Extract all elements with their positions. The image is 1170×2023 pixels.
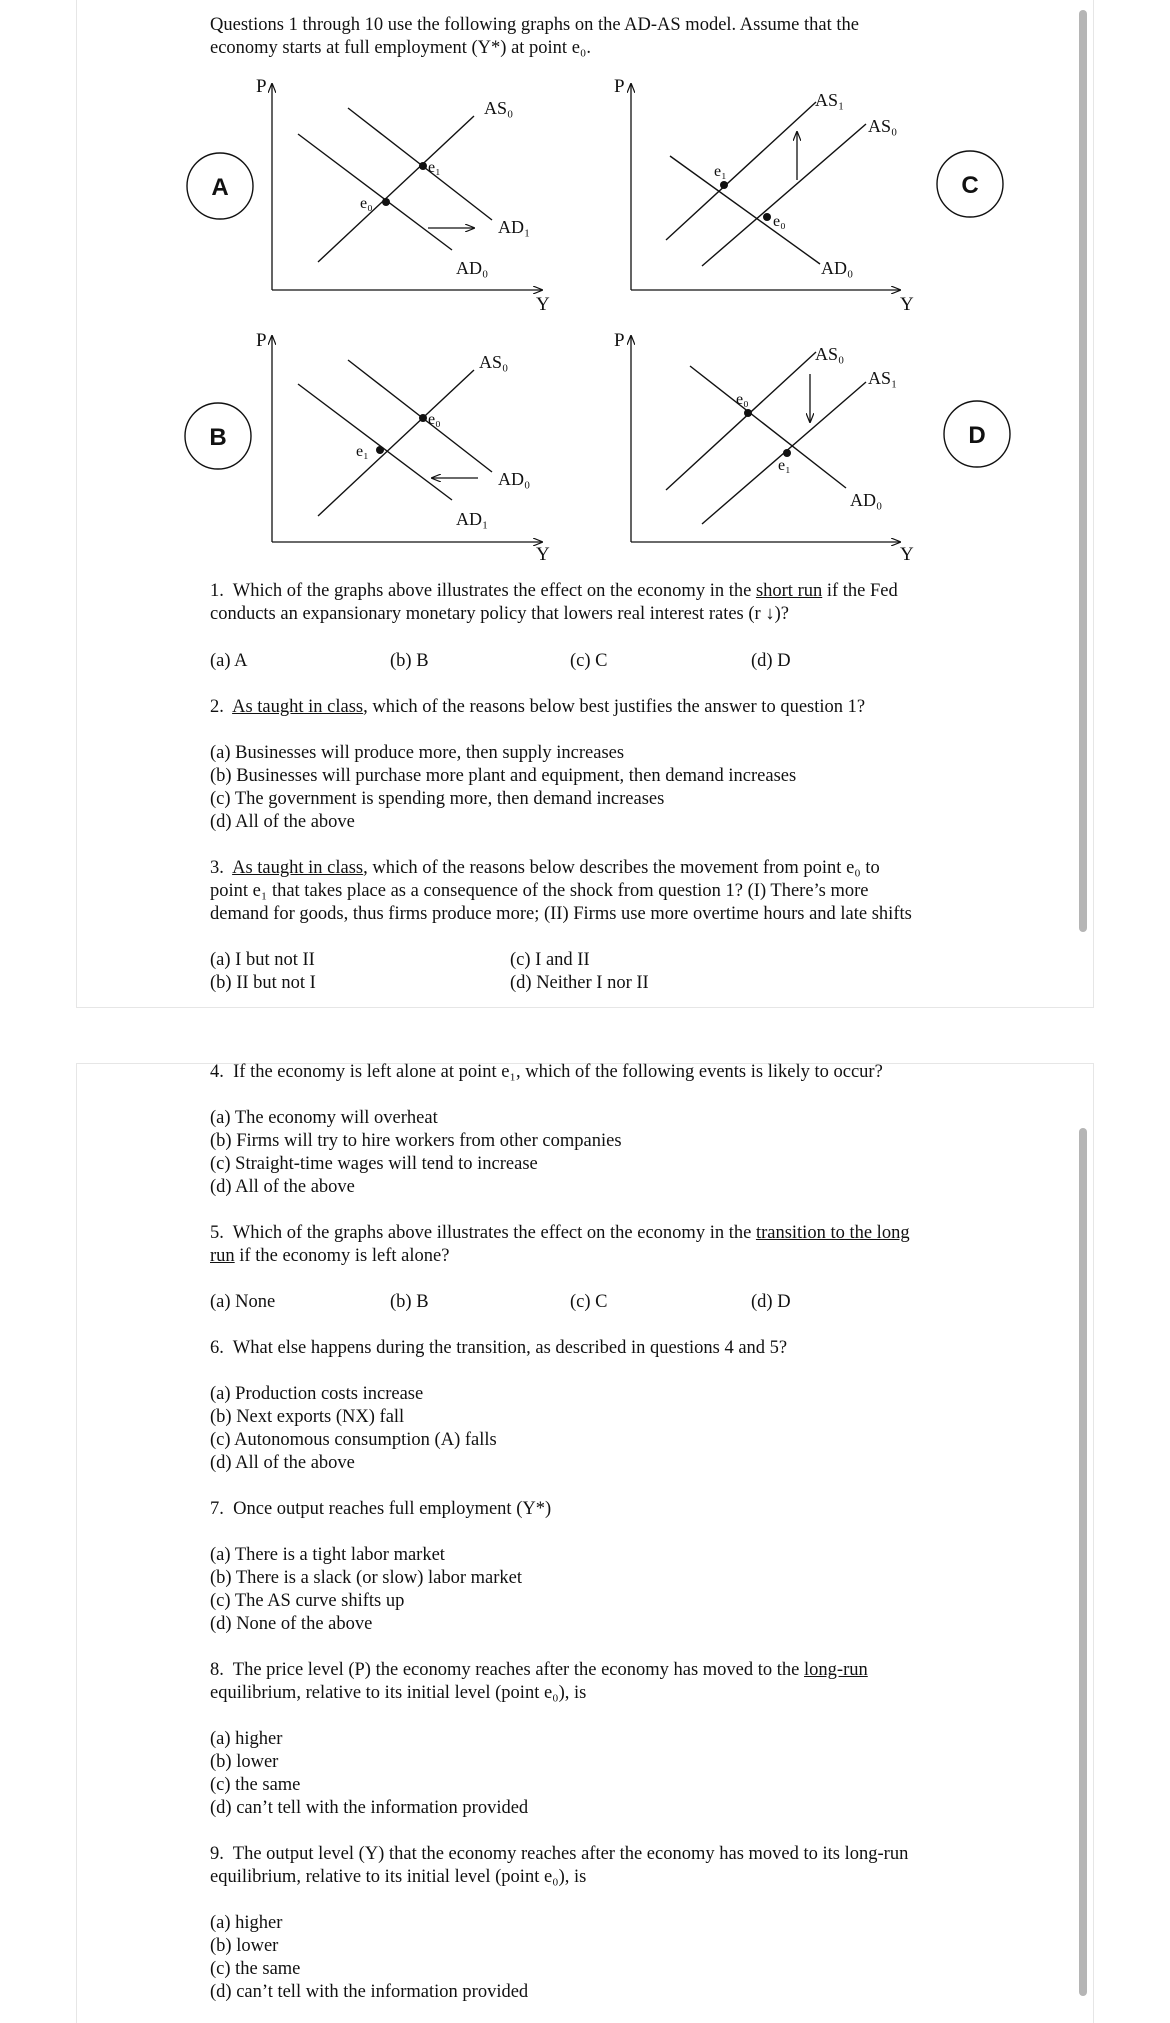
q3-option-b[interactable]: (b) II but not I: [210, 973, 316, 993]
q5-option-d[interactable]: (d) D: [751, 1292, 791, 1312]
graph-d-as0-label: AS₀: [815, 344, 845, 364]
page-2-scrollbar[interactable]: [1079, 1128, 1087, 1996]
graph-a-y-label: Y: [536, 294, 550, 315]
graph-a: [256, 76, 550, 315]
graph-d-y-label: Y: [900, 544, 914, 565]
graph-b: [256, 330, 550, 565]
graph-c-ad0-label: AD₀: [821, 258, 854, 278]
graph-d-point-e1: [783, 449, 791, 457]
graph-c-y-label: Y: [900, 294, 914, 315]
graph-b-y-label: Y: [536, 544, 550, 565]
graph-c-e0-label: e₀: [773, 213, 786, 230]
graph-b-ad1-curve: [298, 384, 452, 500]
graph-d-e1-label: e₁: [778, 457, 791, 474]
graph-c: [614, 76, 914, 315]
question-1-line-1: 1. Which of the graphs above illustrates the effect on the economy in the short run if the Fed: [210, 581, 898, 601]
graph-d-point-e0: [744, 409, 752, 417]
question-7: 7. Once output reaches full employment (Y*): [210, 1499, 552, 1519]
graph-c-as0-label: AS₀: [868, 116, 898, 136]
graph-c-badge: [937, 151, 1003, 217]
intro-line-2: economy starts at full employment (Y*) at point e₀.: [210, 38, 591, 58]
q1-option-b[interactable]: (b) B: [390, 651, 429, 671]
graph-b-as0-curve: [318, 370, 474, 516]
question-9-line-2: equilibrium, relative to its initial level (point e₀), is: [210, 1867, 587, 1887]
graph-a-ad0-label: AD₀: [456, 258, 489, 278]
graph-d-ad0-label: AD₀: [850, 490, 883, 510]
q8-option-a[interactable]: (a) higher: [210, 1729, 283, 1749]
q6-option-d[interactable]: (d) All of the above: [210, 1453, 355, 1473]
graph-a-as0-curve: [318, 116, 474, 262]
graph-c-e1-label: e₁: [714, 163, 727, 180]
ad-as-graphs: [0, 70, 1170, 570]
q8-option-d[interactable]: (d) can’t tell with the information provided: [210, 1798, 529, 1818]
svg-text:D: D: [968, 422, 986, 449]
q1-option-d[interactable]: (d) D: [751, 651, 791, 671]
q4-option-b[interactable]: (b) Firms will try to hire workers from other companies: [210, 1131, 622, 1151]
graph-b-point-e1: [376, 446, 384, 454]
question-3-line-3: demand for goods, thus firms produce more; (II) Firms use more overtime hours and late shifts: [210, 904, 912, 924]
q9-option-d[interactable]: (d) can’t tell with the information provided: [210, 1982, 529, 2002]
graph-d-ad0-curve: [690, 366, 846, 488]
graph-b-badge: [185, 403, 251, 469]
question-5-line-1: 5. Which of the graphs above illustrates the effect on the economy in the transition to the long: [210, 1223, 910, 1243]
q8-option-c[interactable]: (c) the same: [210, 1775, 301, 1795]
graph-d: [614, 330, 914, 565]
q5-option-a[interactable]: (a) None: [210, 1292, 276, 1312]
question-6: 6. What else happens during the transition, as described in questions 4 and 5?: [210, 1338, 788, 1358]
graph-c-point-e1: [720, 181, 728, 189]
q4-option-a[interactable]: (a) The economy will overheat: [210, 1108, 438, 1128]
q6-option-a[interactable]: (a) Production costs increase: [210, 1384, 424, 1404]
graph-b-ad1-label: AD₁: [456, 509, 489, 529]
graph-a-ad1-label: AD₁: [498, 217, 531, 237]
graph-c-as0-curve: [702, 124, 866, 266]
graph-a-point-e0: [382, 198, 390, 206]
graph-b-p-label: P: [256, 330, 267, 351]
q7-option-c[interactable]: (c) The AS curve shifts up: [210, 1591, 405, 1611]
graph-d-as0-curve: [666, 352, 816, 490]
question-5-line-2: run if the economy is left alone?: [210, 1246, 450, 1266]
graph-a-badge: [187, 153, 253, 219]
q7-option-a[interactable]: (a) There is a tight labor market: [210, 1545, 445, 1565]
q2-option-b[interactable]: (b) Businesses will purchase more plant and equipment, then demand increases: [210, 766, 797, 786]
graph-b-ad0-label: AD₀: [498, 469, 531, 489]
graph-d-badge: [944, 401, 1010, 467]
svg-text:B: B: [209, 424, 227, 451]
graph-a-as0-label: AS₀: [484, 98, 514, 118]
q6-option-c[interactable]: (c) Autonomous consumption (A) falls: [210, 1430, 497, 1450]
graph-b-e1-label: e₁: [356, 443, 369, 460]
page-1-scrollbar[interactable]: [1079, 10, 1087, 932]
graph-b-e0-label: e₀: [428, 411, 441, 428]
q9-option-a[interactable]: (a) higher: [210, 1913, 283, 1933]
question-3-line-1: 3. As taught in class, which of the reasons below describes the movement from point e₀ to: [210, 858, 880, 878]
q5-option-c[interactable]: (c) C: [570, 1292, 608, 1312]
graph-a-p-label: P: [256, 76, 267, 97]
q8-option-b[interactable]: (b) lower: [210, 1752, 279, 1772]
q1-option-a[interactable]: (a) A: [210, 651, 248, 671]
question-1-line-2: conducts an expansionary monetary policy that lowers real interest rates (r ↓)?: [210, 604, 789, 624]
question-8-line-2: equilibrium, relative to its initial level (point e₀), is: [210, 1683, 587, 1703]
svg-text:A: A: [211, 174, 229, 201]
q7-option-b[interactable]: (b) There is a slack (or slow) labor market: [210, 1568, 522, 1588]
graph-c-point-e0: [763, 213, 771, 221]
graph-b-point-e0: [419, 414, 427, 422]
q6-option-b[interactable]: (b) Next exports (NX) fall: [210, 1407, 405, 1427]
q3-option-d[interactable]: (d) Neither I nor II: [510, 973, 649, 993]
graph-c-as1-curve: [666, 102, 816, 240]
q2-option-d[interactable]: (d) All of the above: [210, 812, 355, 832]
q2-option-c[interactable]: (c) The government is spending more, then demand increases: [210, 789, 665, 809]
q9-option-c[interactable]: (c) the same: [210, 1959, 301, 1979]
q3-option-a[interactable]: (a) I but not II: [210, 950, 315, 970]
graph-d-p-label: P: [614, 330, 625, 351]
question-9-line-1: 9. The output level (Y) that the economy reaches after the economy has moved to its long-run: [210, 1844, 909, 1864]
graph-d-as1-label: AS₁: [868, 368, 898, 388]
q4-option-c[interactable]: (c) Straight-time wages will tend to increase: [210, 1154, 538, 1174]
graph-c-p-label: P: [614, 76, 625, 97]
graph-d-e0-label: e₀: [736, 391, 749, 408]
graph-a-point-e1: [419, 162, 427, 170]
graph-b-as0-label: AS₀: [479, 352, 509, 372]
question-3-line-2: point e₁ that takes place as a consequence of the shock from question 1? (I) There’s more: [210, 881, 869, 901]
graph-a-e0-label: e₀: [360, 195, 373, 212]
question-8-line-1: 8. The price level (P) the economy reaches after the economy has moved to the long-run: [210, 1660, 868, 1680]
q1-option-c[interactable]: (c) C: [570, 651, 608, 671]
graph-a-e1-label: e₁: [428, 159, 441, 176]
graph-a-ad0-curve: [298, 134, 452, 250]
q4-option-d[interactable]: (d) All of the above: [210, 1177, 355, 1197]
q2-option-a[interactable]: (a) Businesses will produce more, then supply increases: [210, 743, 625, 763]
q5-option-b[interactable]: (b) B: [390, 1292, 429, 1312]
q7-option-d[interactable]: (d) None of the above: [210, 1614, 373, 1634]
graph-c-as1-label: AS₁: [815, 90, 845, 110]
intro-line-1: Questions 1 through 10 use the following graphs on the AD-AS model. Assume that the: [210, 15, 859, 35]
question-2: 2. As taught in class, which of the reasons below best justifies the answer to question 1?: [210, 697, 866, 717]
question-4: 4. If the economy is left alone at point e₁, which of the following events is likely to occur?: [210, 1062, 883, 1082]
q3-option-c[interactable]: (c) I and II: [510, 950, 590, 970]
q9-option-b[interactable]: (b) lower: [210, 1936, 279, 1956]
svg-text:C: C: [961, 172, 979, 199]
